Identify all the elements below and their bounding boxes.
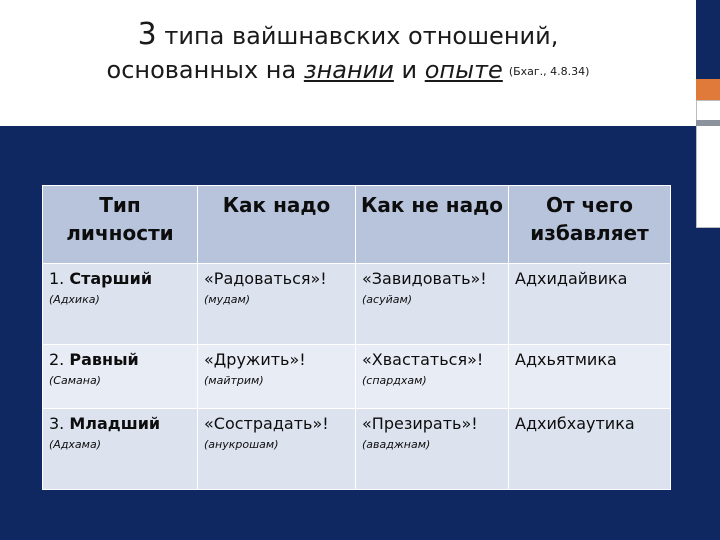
type-label: Младший (69, 414, 161, 433)
row-number: 2. (49, 350, 70, 369)
good-text: «Радоваться»! (204, 269, 327, 288)
cell-type (43, 409, 198, 490)
title-area (0, 0, 696, 126)
title-number: 3 (137, 17, 157, 52)
slide-title (0, 18, 696, 89)
bad-sanskrit: (спардхам) (362, 374, 427, 387)
cell-frees: Адхьятмика (509, 345, 671, 409)
bad-text: «Презирать»! (362, 414, 478, 433)
type-label: Равный (69, 350, 139, 369)
gray-square-decoration (696, 120, 720, 126)
row-number: 1. (49, 269, 70, 288)
good-text: «Сострадать»! (204, 414, 329, 433)
bad-sanskrit: (асуйам) (362, 293, 413, 306)
bad-text: «Хвастаться»! (362, 350, 484, 369)
header-type: Тип личности (43, 186, 198, 264)
row-number: 3. (49, 414, 70, 433)
good-sanskrit: (анукрошам) (204, 438, 279, 451)
bad-text: «Завидовать»! (362, 269, 487, 288)
cell-bad (356, 345, 509, 409)
title-line-2 (0, 53, 696, 89)
title-emphasis-knowledge: знании (303, 56, 394, 84)
title-line2-pre: основанных на (106, 56, 304, 84)
good-sanskrit: (майтрим) (204, 374, 264, 387)
cell-good (198, 409, 356, 490)
type-sanskrit: (Самана) (49, 374, 101, 387)
header-frees: От чего избавляет (509, 186, 671, 264)
title-line2-mid: и (393, 56, 425, 84)
header-bad: Как не надо (356, 186, 509, 264)
good-text: «Дружить»! (204, 350, 306, 369)
cell-frees: Адхибхаутика (509, 409, 671, 490)
table-header-row (43, 186, 671, 264)
good-sanskrit: (мудам) (204, 293, 251, 306)
title-line1-text: типа вайшнавских отношений, (156, 22, 559, 50)
cell-type (43, 345, 198, 409)
type-sanskrit: (Адхика) (49, 293, 100, 306)
header-good: Как надо (198, 186, 356, 264)
cell-bad (356, 409, 509, 490)
table-row (43, 409, 671, 490)
bad-sanskrit: (аваджнам) (362, 438, 431, 451)
type-label: Старший (69, 269, 153, 288)
cell-bad (356, 264, 509, 345)
table-row (43, 345, 671, 409)
cell-good (198, 345, 356, 409)
title-source: (Бхаг., 4.8.34) (508, 65, 590, 78)
relationships-table (42, 185, 671, 490)
cell-type (43, 264, 198, 345)
type-sanskrit: (Адхама) (49, 438, 102, 451)
title-emphasis-experience: опыте (424, 56, 503, 84)
cell-good (198, 264, 356, 345)
table-row (43, 264, 671, 345)
title-line-1 (0, 18, 696, 53)
cell-frees: Адхидайвика (509, 264, 671, 345)
